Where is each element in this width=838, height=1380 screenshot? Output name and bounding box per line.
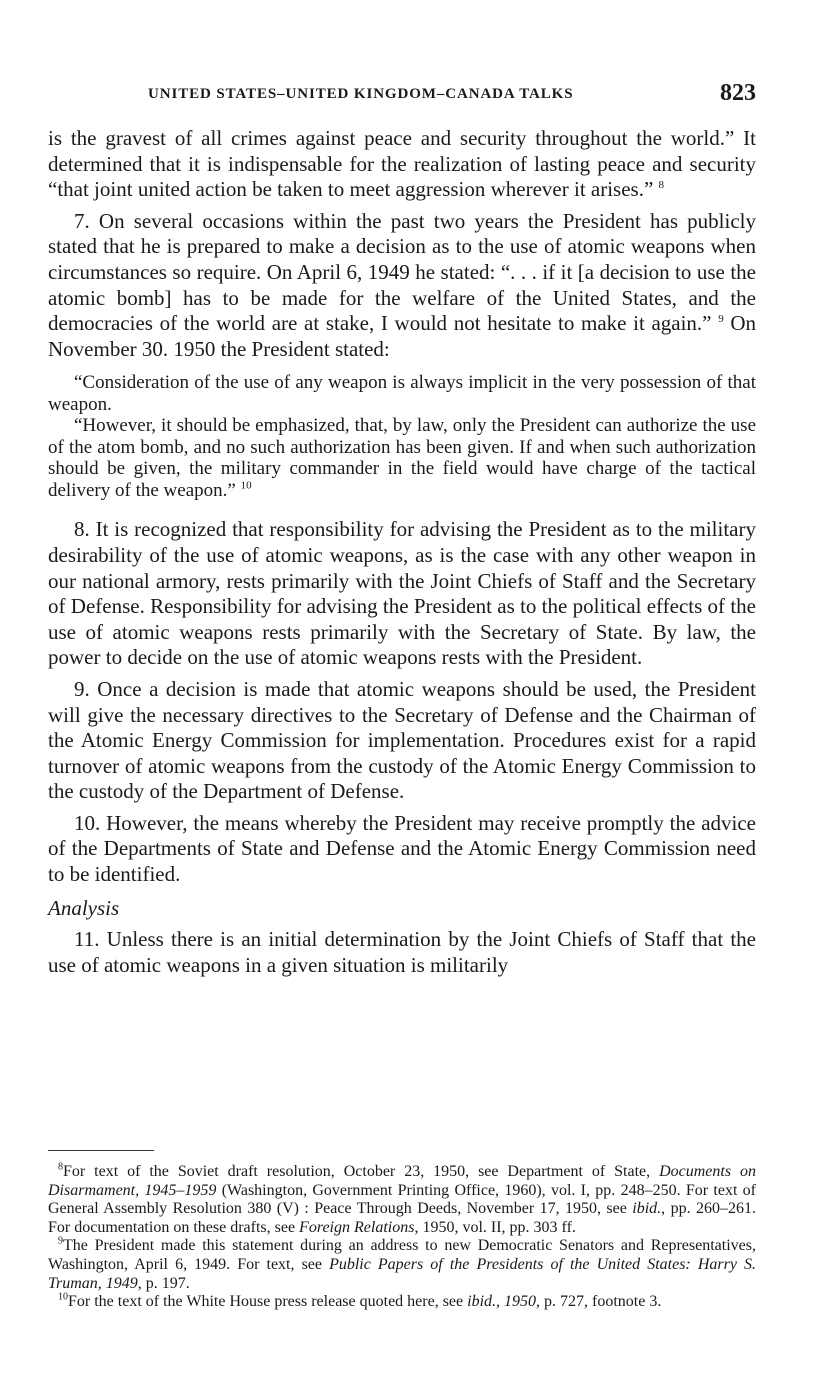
footnote-10 — [48, 1293, 756, 1312]
footnote-title: Documents on Disarmament, 1945–1959 — [48, 1163, 757, 1199]
page-header — [48, 80, 756, 112]
footnote-divider — [48, 1150, 154, 1151]
paragraph-8: 8. It is recognized that responsibility for advising the President as to the military desirability of the use of atomic weapons, as is the case with any other weapon in our national armory, rests primarily with the Joint Chiefs of Staff and the Secretary of Defense. Responsibility for advising the President as to the political effects of the use of atomic weapons rests primarily with the Secretary of State. By law, the power to decide on the use of atomic weapons rests with the President. — [48, 517, 756, 670]
paragraph-9: 9. Once a decision is made that atomic weapons should be used, the President will give the necessary directives to the Secretary of Defense and the Chairman of the Atomic Energy Commission for implementation. Procedures exist for a rapid turnover of atomic weapons from the custody of the Atomic Energy Commission to the custody of the Department of Defense. — [48, 676, 756, 804]
paragraph-7 — [48, 209, 756, 363]
footnote-9 — [48, 1237, 756, 1293]
body-text — [48, 126, 756, 978]
footnote-text: For text of the Soviet draft resolution, October 23, 1950, see Department of State, — [63, 1163, 660, 1180]
footnote-mark: 9 — [58, 1236, 63, 1248]
footnote-text: (Washington, Government Printing Office, 1960), vol. I, pp. 248–250. For text of General Assembly Resolution 380 (V) : Peace Through Deeds, November 17, 1950, see — [48, 1181, 757, 1218]
paragraph-continuation — [48, 126, 756, 203]
paragraph-text: On November 30. 1950 the President stated: — [48, 311, 757, 361]
paragraph-text: 7. On several occasions within the past two years the President has publicly stated that he is prepared to make a decision as to the use of atomic weapons when circumstances so require. On April 6, 1949 he stated: “. . . if it [a decision to use the atomic bomb] has to be made for the welfare of the United States, and the democracies of the world are at stake, I would not hesitate to make it again.” — [48, 208, 756, 336]
footnote-title: ibid. — [632, 1200, 662, 1218]
block-quote — [48, 372, 756, 501]
paragraph-text: is the gravest of all crimes against peace and security throughout the world.” It determined that it is indispensable for the realization of lasting peace and security “that joint united action be taken to meet aggression wherever it arises.” — [48, 126, 756, 202]
footnote-title: Public Papers of the Presidents of the United States: Harry S. Truman, 1949 — [48, 1255, 757, 1292]
page-number: 823 — [720, 80, 756, 106]
section-heading: Analysis — [48, 895, 120, 920]
footnote-text: , pp. 260–261. For documentation on these drafts, see — [48, 1200, 756, 1236]
paragraph-10: 10. However, the means whereby the President may receive promptly the advice of the Departments of State and Defense and the Atomic Energy Commission need to be identified. — [48, 810, 756, 887]
footnotes — [48, 1163, 756, 1312]
footnote-title: Foreign Relations — [299, 1218, 415, 1236]
footnote-ref: 9 — [718, 313, 724, 326]
paragraph-11: 11. Unless there is an initial determination by the Joint Chiefs of Staff that the use of atomic weapons in a given situation is militarily — [48, 927, 756, 977]
running-head: UNITED STATES–UNITED KINGDOM–CANADA TALKS — [148, 86, 574, 102]
footnote-text: , p. 197. — [137, 1274, 190, 1292]
footnote-text: For the text of the White House press release quoted here, see — [68, 1293, 468, 1311]
footnote-mark: 8 — [58, 1161, 63, 1173]
document-page — [48, 0, 756, 1380]
footnote-text: , p. 727, footnote 3. — [536, 1293, 662, 1311]
footnote-title: ibid., 1950 — [467, 1293, 537, 1311]
quote-paragraph-2 — [48, 415, 756, 501]
footnote-text: The President made this statement during an address to new Democratic Senators and Representatives, Washington, April 6, 1949. For text, see — [48, 1237, 756, 1273]
footnote-text: , 1950, vol. II, pp. 303 ff. — [414, 1218, 576, 1236]
footnote-8 — [48, 1163, 756, 1237]
quote-text: “However, it should be emphasized, that, by law, only the President can authorize the use of the atom bomb, and no such authorization has been given. If and when such authorization should be given, the military commander in the field would have charge of the tactical delivery of the weapon.” — [48, 415, 756, 501]
footnote-ref: 8 — [658, 179, 665, 192]
footnote-ref: 10 — [240, 479, 252, 492]
quote-paragraph-1: “Consideration of the use of any weapon is always implicit in the very possession of that weapon. — [48, 372, 756, 415]
footnote-mark: 10 — [58, 1291, 68, 1303]
